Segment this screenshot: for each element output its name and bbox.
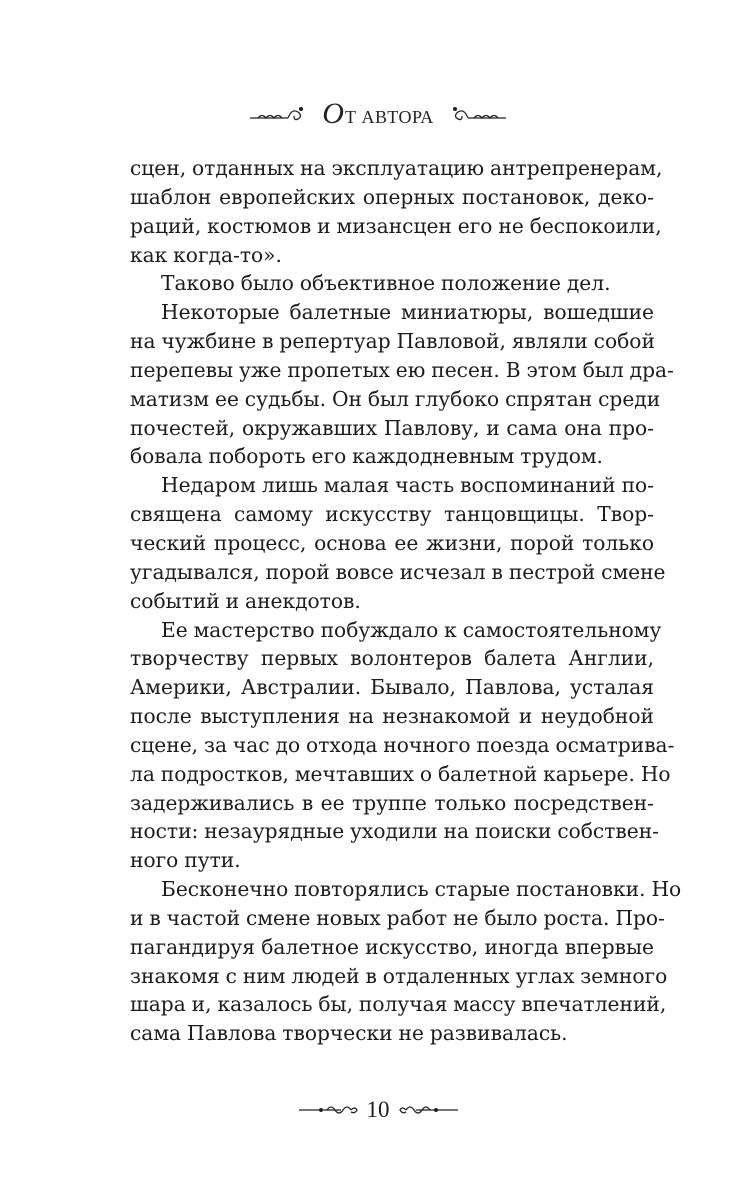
text-line: шаблон европейских оперных постановок, деко- bbox=[130, 184, 654, 209]
ornament-right-icon bbox=[450, 104, 508, 124]
text-line: сама Павлова творчески не развивалась. bbox=[130, 1021, 568, 1046]
text-line: после выступления на незнакомой и неудобной bbox=[130, 704, 654, 729]
running-header bbox=[0, 94, 756, 134]
text-line: знакомя с ним людей в отдаленных углах земного bbox=[130, 963, 668, 988]
paragraph bbox=[130, 154, 663, 269]
paragraph bbox=[130, 298, 674, 471]
paragraph bbox=[130, 269, 654, 298]
text-line: творчеству первых волонтеров балета Англии, bbox=[130, 646, 654, 671]
text-line: пагандируя балетное искусство, иногда впервые bbox=[130, 934, 654, 959]
text-line: сцен, отданных на эксплуатацию антрепренерам, bbox=[130, 156, 663, 180]
text-line: задерживались в ее труппе только посредствен- bbox=[130, 790, 654, 815]
text-line: священа самому искусству танцовщицы. Твор- bbox=[130, 502, 654, 527]
text-line: Недаром лишь малая часть воспоминаний по- bbox=[161, 473, 654, 498]
header-title bbox=[322, 99, 433, 129]
text-line: угадывался, порой вовсе исчезал в пестрой смене bbox=[130, 559, 666, 584]
ornament-right-icon bbox=[398, 1100, 460, 1120]
text-line: событий и анекдотов. bbox=[130, 588, 361, 613]
text-line: ческий процесс, основа ее жизни, порой только bbox=[130, 530, 654, 555]
body-text bbox=[130, 154, 682, 1048]
header-title-initial: О bbox=[322, 97, 344, 130]
text-line: почестей, окружавших Павлову, и сама она про- bbox=[130, 415, 654, 440]
ornament-left-icon bbox=[248, 104, 306, 124]
text-line: Таково было объективное положение дел. bbox=[161, 271, 611, 296]
text-line: Ее мастерство побуждало к самостоятельному bbox=[161, 617, 662, 642]
paragraph bbox=[130, 875, 682, 1048]
text-line: и в частой смене новых работ не было роста. Про- bbox=[130, 905, 665, 930]
text-line: сцене, за час до отхода ночного поезда осматрива- bbox=[130, 732, 675, 757]
text-line: на чужбине в репертуар Павловой, являли собой bbox=[130, 329, 655, 354]
paragraph bbox=[130, 616, 675, 876]
text-line: ла подростков, мечтавших о балетной карьере. Но bbox=[130, 761, 671, 786]
text-line: перепевы уже пропетых ею песен. В этом был дра- bbox=[130, 357, 674, 382]
text-line: ного пути. bbox=[130, 848, 241, 873]
text-line: Америки, Австралии. Бывало, Павлова, усталая bbox=[130, 675, 654, 700]
ornament-left-icon bbox=[297, 1100, 359, 1120]
text-line: Бесконечно повторялись старые постановки. Но bbox=[161, 877, 682, 902]
page-footer bbox=[0, 1093, 756, 1127]
text-line: как когда-то». bbox=[130, 242, 282, 267]
text-line: раций, костюмов и мизансцен его не беспокоили, bbox=[130, 213, 662, 238]
text-line: матизм ее судьбы. Он был глубоко спрятан среди bbox=[130, 386, 661, 411]
paragraph bbox=[130, 471, 666, 615]
text-line: бовала побороть его каждодневным трудом. bbox=[130, 444, 603, 469]
text-line: шара и, казалось бы, получая массу впечатлений, bbox=[130, 992, 667, 1017]
page-number: 10 bbox=[366, 1097, 390, 1122]
text-line: ности: незаурядные уходили на поиски собствен- bbox=[130, 819, 659, 844]
text-line: Некоторые балетные миниатюры, вошедшие bbox=[161, 300, 654, 325]
header-title-text: Т АВТОРА bbox=[344, 107, 434, 127]
